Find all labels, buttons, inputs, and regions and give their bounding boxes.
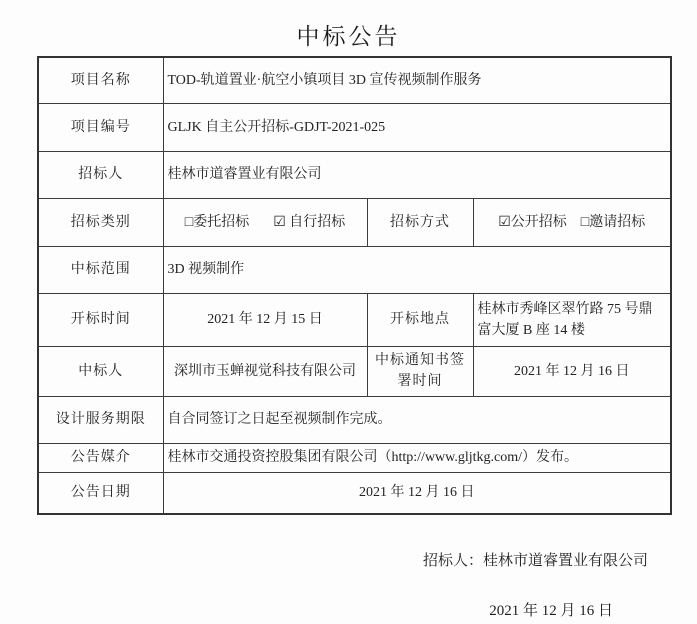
- table-row-project-number: [38, 103, 671, 151]
- bid-opening-place-value: 桂林市秀峰区翠竹路 75 号鼎富大厦 B 座 14 楼: [473, 293, 671, 346]
- checkbox-open-tender-checked: ☑公开招标: [498, 214, 567, 230]
- project-number-label: 项目编号: [38, 103, 163, 151]
- announcement-media-value: 桂林市交通投资控股集团有限公司（http://www.gljtkg.com/）发布。: [163, 443, 671, 472]
- announcement-date-label: 公告日期: [38, 472, 163, 514]
- notice-sign-time-label: 中标通知书签署时间: [367, 346, 473, 396]
- bid-opening-time-value: 2021 年 12 月 15 日: [163, 293, 367, 346]
- table-row-tenderer: [38, 151, 671, 198]
- table-row-service-period: [38, 396, 671, 443]
- table-row-tender-category: [38, 198, 671, 246]
- tender-method-label: 招标方式: [367, 198, 473, 246]
- page-title: 中标公告: [296, 24, 401, 49]
- project-number-value: GLJK 自主公开招标-GDJT-2021-025: [163, 103, 671, 151]
- table-row-project-name: [38, 57, 671, 103]
- notice-sign-time-value: 2021 年 12 月 16 日: [473, 346, 671, 396]
- tender-category-options: [163, 198, 367, 246]
- bid-opening-time-label: 开标时间: [38, 293, 163, 346]
- service-period-value: 自合同签订之日起至视频制作完成。: [163, 396, 671, 443]
- table-row-announcement-media: [38, 443, 671, 472]
- tenderer-label: 招标人: [38, 151, 163, 198]
- tender-method-options: [473, 198, 671, 246]
- winner-name: 深圳市玉蝉视觉科技有限公司: [163, 346, 367, 396]
- announcement-table: [37, 56, 672, 515]
- tender-category-label: 招标类别: [38, 198, 163, 246]
- table-row-winner: [38, 346, 671, 396]
- checkbox-self-tender-checked: ☑ 自行招标: [273, 214, 346, 230]
- bid-scope-value: 3D 视频制作: [163, 246, 671, 293]
- project-name-label: 项目名称: [38, 57, 163, 103]
- bid-scope-label: 中标范围: [38, 246, 163, 293]
- footer-date: 2021 年 12 月 16 日: [489, 603, 613, 619]
- checkbox-invite-tender: □邀请招标: [580, 214, 646, 230]
- announcement-date-value: 2021 年 12 月 16 日: [163, 472, 671, 514]
- table-row-bid-scope: [38, 246, 671, 293]
- service-period-label: 设计服务期限: [38, 396, 163, 443]
- tenderer-value: 桂林市道睿置业有限公司: [163, 151, 671, 198]
- winner-label: 中标人: [38, 346, 163, 396]
- footer-tenderer-signature: 招标人：桂林市道睿置业有限公司: [422, 553, 648, 569]
- announcement-media-label: 公告媒介: [38, 443, 163, 472]
- table-row-announcement-date: [38, 472, 671, 514]
- bid-opening-place-label: 开标地点: [367, 293, 473, 346]
- checkbox-entrusted-tender: □委托招标: [184, 214, 250, 230]
- project-name-value: TOD-轨道置业·航空小镇项目 3D 宣传视频制作服务: [163, 57, 671, 103]
- table-row-bid-opening: [38, 293, 671, 346]
